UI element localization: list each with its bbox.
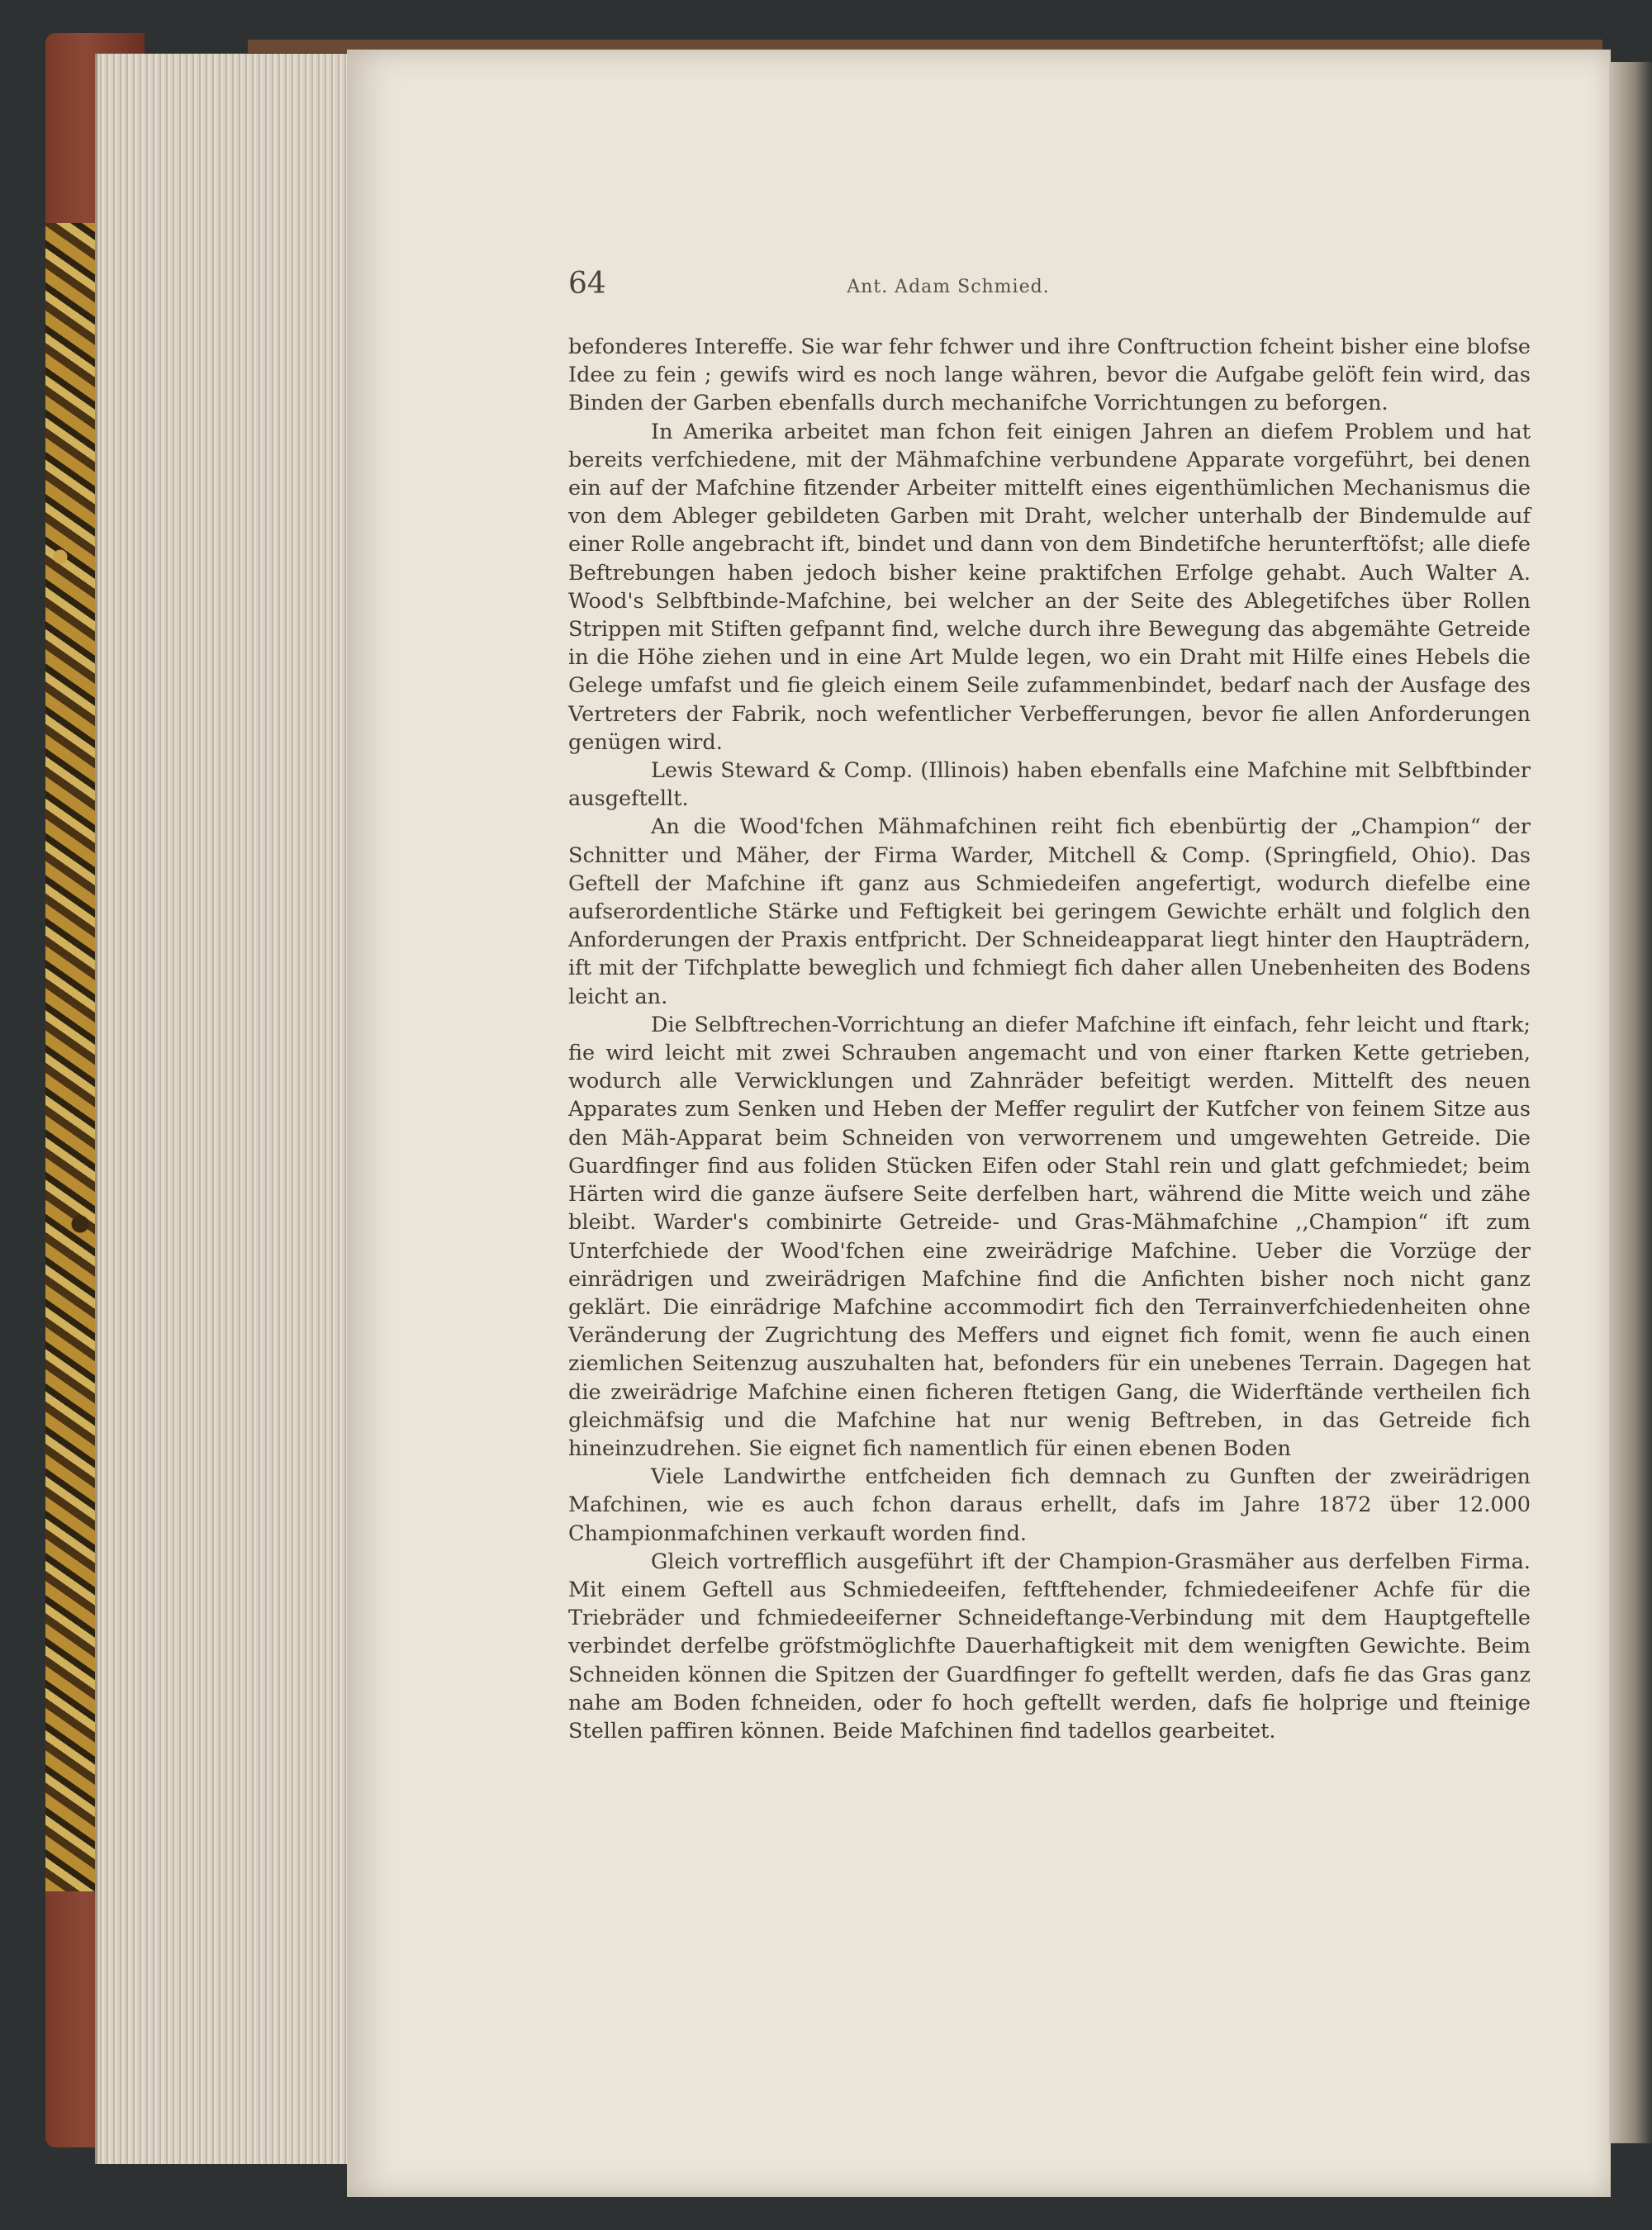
paragraph: Lewis Steward & Comp. (Illinois) haben ebenfalls eine Mafchine mit Selbftbinder ausgeftellt. (568, 758, 1531, 812)
paragraph: Viele Landwirthe entfcheiden fich demnach zu Gunften der zweirädrigen Mafchinen, wie es auch fchon daraus erhellt, dafs im Jahre 1872 über 12.000 Championmafchinen verkauft worden find. (568, 1464, 1531, 1546)
running-head: Ant. Adam Schmied. (847, 277, 1050, 297)
body-text (568, 333, 1531, 1745)
page-number: 64 (568, 267, 606, 301)
paragraph: An die Wood'fchen Mähmafchinen reiht fich ebenbürtig der „Champion“ der Schnitter und Mäher, der Firma Warder, Mitchell & Comp. (Springfield, Ohio). Das Geftell der Mafchine ift ganz aus Schmiedeifen angefertigt, wodurch diefelbe eine aufserordentliche Stärke und Feftigkeit bei geringem Gewichte erhält und folglich den Anforderungen der Praxis entfpricht. Der Schneideapparat liegt hinter den Haupträdern, ift mit der Tifchplatte beweglich und fchmiegt fich daher allen Unebenheiten des Bodens leicht an. (568, 814, 1531, 1009)
paragraph: In Amerika arbeitet man fchon feit einigen Jahren an diefem Problem und hat bereits verfchiedene, mit der Mähmafchine verbundene Apparate vorgeführt, bei denen ein auf der Mafchine fitzender Arbeiter mittelft eines eigenthümlichen Mechanismus die von dem Ableger gebildeten Garben mit Draht, welcher unterhalb der Bindemulde auf einer Rolle angebracht ift, bindet und dann von dem Bindetifche herunterftöfst; alle diefe Beftrebungen haben jedoch bisher keine praktifchen Erfolge gehabt. Auch Walter A. Wood's Selbftbinde-Mafchine, bei welcher an der Seite des Ablegetifches über Rollen Strippen mit Stiften gefpannt find, welche durch ihre Bewegung das abgemähte Getreide in die Höhe ziehen und in eine Art Mulde legen, wo ein Draht mit Hilfe eines Hebels die Gelege umfafst und fie gleich einem Seile zufammenbindet, bedarf nach der Ausfage des Vertreters der Fabrik, noch wefentlicher Verbefferungen, bevor fie allen Anforderungen genügen wird. (568, 419, 1531, 755)
paragraph: Gleich vortrefflich ausgeführt ift der Champion-Grasmäher aus derfelben Firma. Mit einem Geftell aus Schmiedeeifen, feftftehender, fchmiedeeifener Achfe für die Triebräder und fchmiedeeiferner Schneideftange-Verbindung mit dem Hauptgeftelle verbindet derfelbe gröfstmöglichfte Dauerhaftigkeit mit dem wenigften Gewichte. Beim Schneiden können die Spitzen der Guardfinger fo geftellt werden, dafs fie das Gras ganz nahe am Boden fchneiden, oder fo hoch geftellt werden, dafs fie holprige und fteinige Stellen paffiren können. Beide Mafchinen find tadellos gearbeitet. (568, 1549, 1531, 1744)
paragraph: Die Selbftrechen-Vorrichtung an diefer Mafchine ift einfach, fehr leicht und ftark; fie wird leicht mit zwei Schrauben angemacht und von einer ftarken Kette getrieben, wodurch alle Verwicklungen und Zahnräder befeitigt werden. Mittelft des neuen Apparates zum Senken und Heben der Meffer regulirt der Kutfcher von feinem Sitze aus den Mäh-Apparat beim Schneiden von verworrenem und umgewehten Getreide. Die Guardfinger find aus foliden Stücken Eifen oder Stahl rein und glatt gefchmiedet; beim Härten wird die ganze äufsere Seite derfelben hart, während die Mitte weich und zähe bleibt. Warder's combinirte Getreide- und Gras-Mähmafchine ,,Champion“ ift zum Unterfchiede der Wood'fchen eine zweirädrige Mafchine. Ueber die Vorzüge der einrädrigen und zweirädrigen Mafchine find die Anfichten bisher noch nicht ganz geklärt. Die einrädrige Mafchine accommodirt fich den Terrainverfchiedenheiten ohne Veränderung der Zugrichtung des Meffers und eignet fich fomit, wenn fie auch einen ziemlichen Seitenzug auszuhalten hat, befonders für ein unebenes Terrain. Dagegen hat die zweirädrige Mafchine einen ficheren ftetigen Gang, die Widerftände vertheilen fich gleichmäfsig und die Mafchine hat nur wenig Beftreben, in das Getreide fich hineinzudrehen. Sie eignet fich namentlich für einen ebenen Boden (568, 1012, 1531, 1461)
page-header (568, 267, 1328, 308)
page-stack-edge (95, 54, 362, 2164)
marbled-cover-edge (45, 223, 95, 1891)
paragraph: befonderes Intereffe. Sie war fehr fchwer und ihre Conftruction fcheint bisher eine blofse Idee zu fein ; gewifs wird es noch lange währen, bevor die Aufgabe gelöft fein wird, das Binden der Garben ebenfalls durch mechanifche Vorrichtungen zu beforgen. (568, 334, 1531, 416)
facing-page-edge (1609, 62, 1652, 2143)
